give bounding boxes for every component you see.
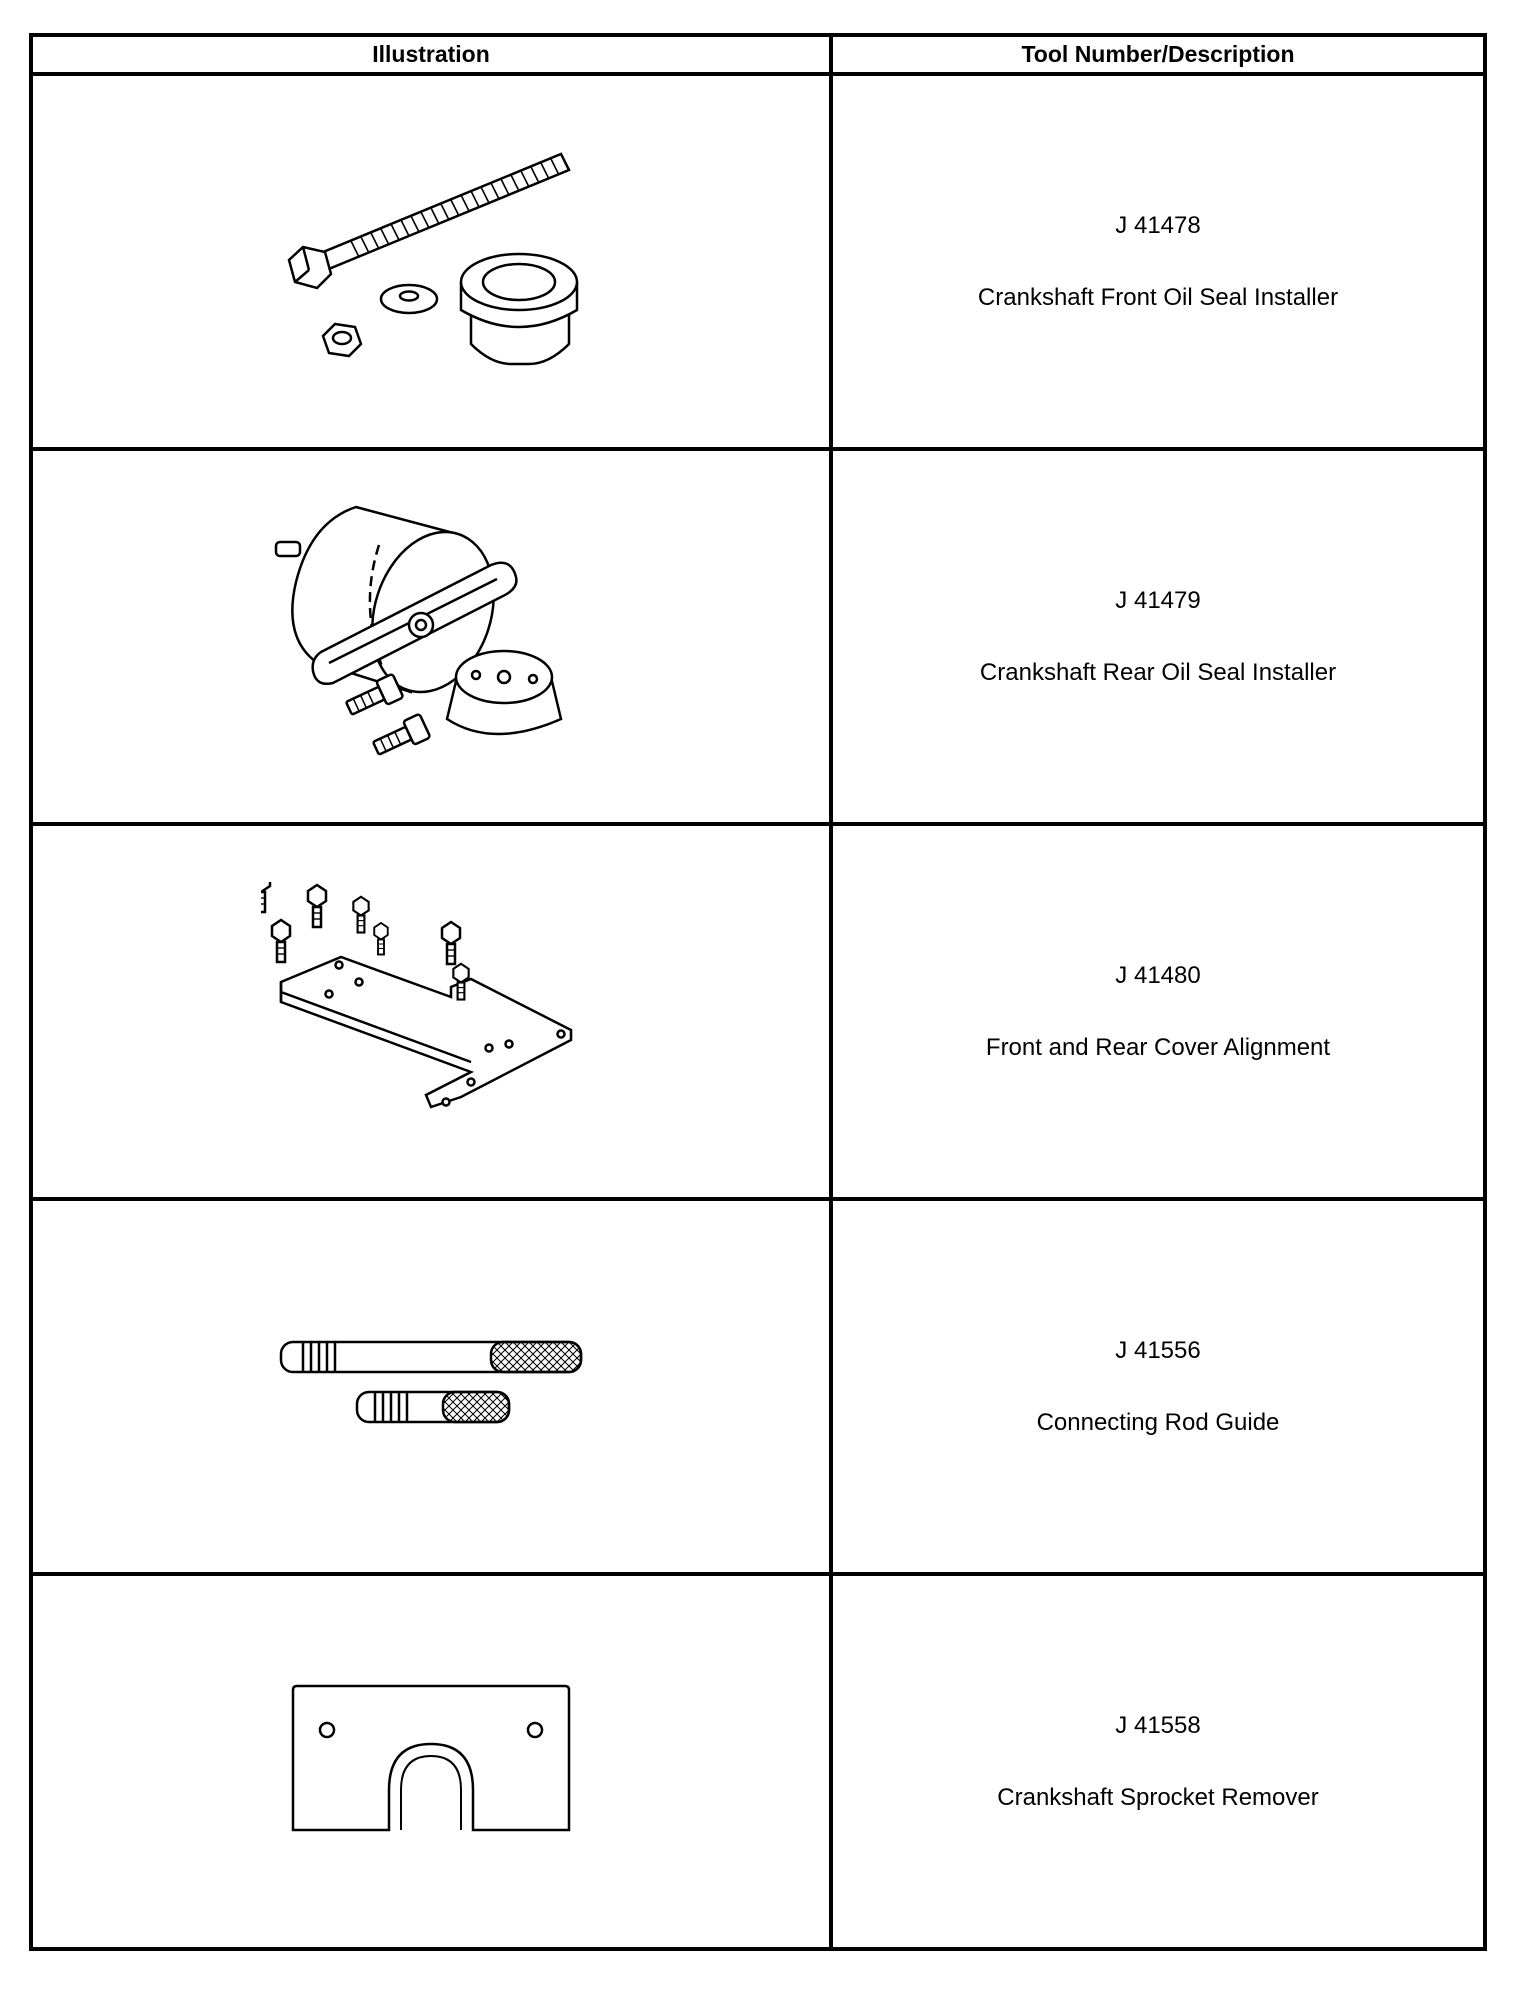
- tool-number: J 41558: [1115, 1711, 1201, 1739]
- table-row: [31, 1199, 1485, 1574]
- tool-description: Front and Rear Cover Alignment: [985, 1033, 1331, 1061]
- table-row: [31, 824, 1485, 1199]
- crankshaft-sprocket-remover-illustration: [281, 1682, 581, 1842]
- tool-description: Connecting Rod Guide: [1036, 1408, 1280, 1436]
- tool-number: J 41478: [1115, 211, 1201, 239]
- description-cell: [831, 1199, 1485, 1574]
- description-cell: [831, 74, 1485, 449]
- cover-alignment-tool-illustration: [261, 882, 601, 1142]
- description-cell: [831, 824, 1485, 1199]
- header-row: [31, 35, 1485, 74]
- illustration-cell: [31, 1199, 831, 1574]
- description-cell: [831, 449, 1485, 824]
- table-row: [31, 74, 1485, 449]
- illustration-cell: [31, 1574, 831, 1949]
- illustration-cell: [31, 824, 831, 1199]
- table-row: [31, 449, 1485, 824]
- tool-number: J 41480: [1115, 961, 1201, 989]
- tool-description: Crankshaft Front Oil Seal Installer: [977, 283, 1339, 311]
- tool-description: Crankshaft Rear Oil Seal Installer: [979, 658, 1337, 686]
- table-row: [31, 1574, 1485, 1949]
- tool-number: J 41479: [1115, 586, 1201, 614]
- front-oil-seal-installer-illustration: [261, 132, 601, 392]
- illustration-cell: [31, 449, 831, 824]
- tool-description: Crankshaft Sprocket Remover: [997, 1783, 1319, 1811]
- rear-oil-seal-installer-illustration: [261, 487, 601, 787]
- illustration-cell: [31, 74, 831, 449]
- illustration-column-header: Illustration: [31, 35, 831, 74]
- description-cell: [831, 1574, 1485, 1949]
- connecting-rod-guide-illustration: [261, 1322, 601, 1452]
- tool-table: [29, 33, 1487, 1951]
- tool-number: J 41556: [1115, 1336, 1201, 1364]
- tool-number-description-column-header: Tool Number/Description: [831, 35, 1485, 74]
